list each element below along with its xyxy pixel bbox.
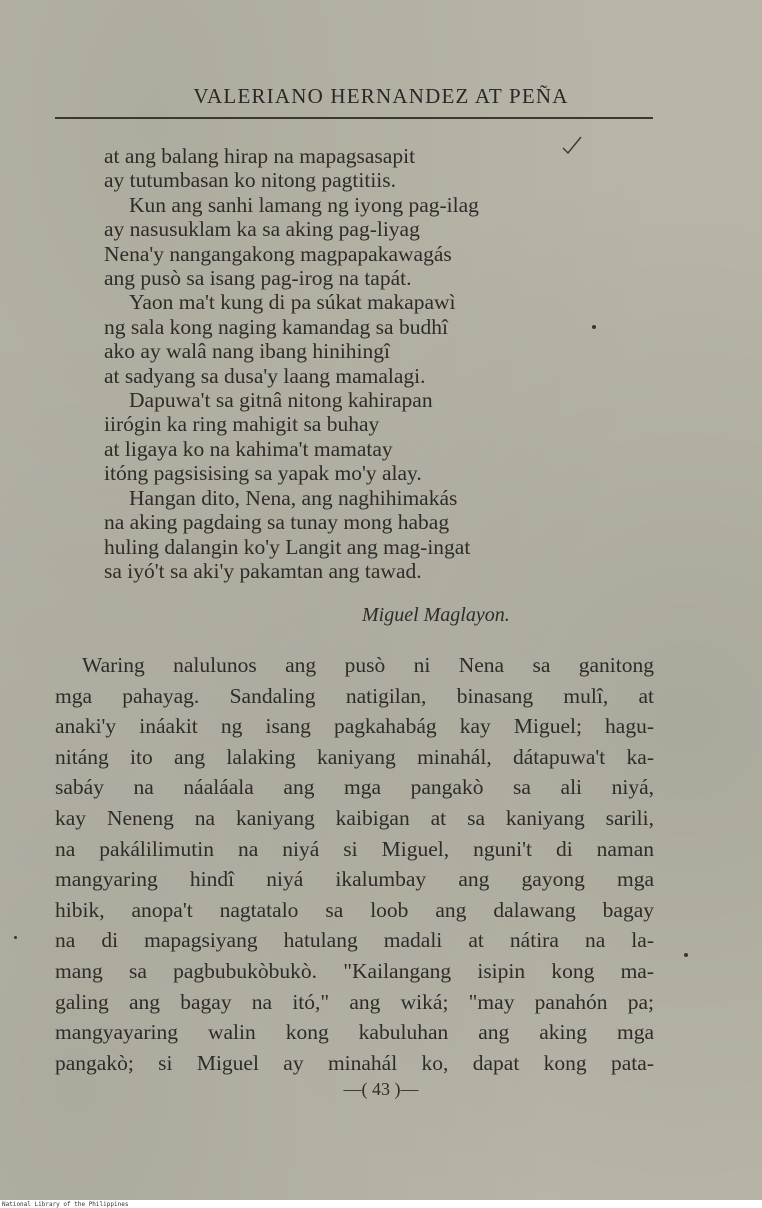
poem-line: sa iyó't sa aki'y pakamtan ang tawad. bbox=[104, 558, 422, 583]
poem-signature: Miguel Maglayon. bbox=[362, 604, 510, 626]
poem-line: itóng pagsisising sa yapak mo'y alay. bbox=[104, 461, 422, 486]
poem-line: Hangan dito, Nena, ang naghihimakás bbox=[129, 485, 458, 510]
poem bbox=[104, 144, 624, 583]
poem-line: iirógin ka ring mahigit sa buhay bbox=[104, 412, 380, 437]
prose-line: mang sa pagbubukòbukò. "Kailangang isipin kong ma- bbox=[55, 958, 654, 983]
prose-line: mga pahayag. Sandaling natigilan, binasang mulî, at bbox=[55, 683, 654, 708]
prose-line: sabáy na náaláala ang mga pangakò sa ali niyá, bbox=[55, 775, 654, 800]
page-number: —( 43 )— bbox=[343, 1079, 419, 1099]
prose-line: nitáng ito ang lalaking kaniyang minahál, dátapuwa't ka- bbox=[55, 744, 654, 769]
prose-line: hibik, anopa't nagtatalo sa loob ang dalawang bagay bbox=[55, 897, 654, 922]
header-rule bbox=[55, 117, 653, 119]
prose-line: anaki'y ináakit ng isang pagkahabág kay Miguel; hagu- bbox=[55, 714, 654, 739]
poem-line: at sadyang sa dusa'y laang mamalagi. bbox=[104, 363, 426, 388]
prose-line: mangyaring hindî niyá ikalumbay ang gayong mga bbox=[55, 867, 654, 892]
prose-line: pangakò; si Miguel ay minahál ko, dapat kong pata- bbox=[55, 1050, 654, 1075]
poem-line: Yaon ma't kung di pa súkat makapawì bbox=[129, 290, 456, 315]
ink-speck bbox=[684, 953, 688, 957]
prose-line: na pakálilimutin na niyá si Miguel, nguni't di naman bbox=[55, 836, 654, 861]
poem-line: huling dalangin ko'y Langit ang mag-ingat bbox=[104, 534, 471, 559]
poem-line: at ang balang hirap na mapagsasapit bbox=[104, 144, 416, 168]
poem-line: ay nasusuklam ka sa aking pag-liyag bbox=[104, 217, 420, 242]
prose-line: kay Neneng na kaniyang kaibigan at sa kaniyang sarili, bbox=[55, 805, 654, 830]
poem-line: ang pusò sa isang pag-irog na tapát. bbox=[104, 266, 412, 291]
ink-speck bbox=[14, 936, 17, 939]
ink-speck bbox=[592, 325, 596, 329]
poem-line: na aking pagdaing sa tunay mong habag bbox=[104, 510, 450, 535]
prose-line: mangyayaring walin kong kabuluhan ang aking mga bbox=[55, 1020, 654, 1045]
running-header: VALERIANO HERNANDEZ AT PEÑA bbox=[193, 84, 569, 108]
poem-line: ako ay walâ nang ibang hinihingî bbox=[104, 339, 390, 364]
poem-line: Dapuwa't sa gitnâ nitong kahirapan bbox=[129, 388, 433, 413]
poem-line: at ligaya ko na kahima't mamatay bbox=[104, 436, 393, 461]
library-footer: National Library of the Philippines bbox=[2, 1201, 129, 1208]
poem-line: ng sala kong naging kamandag sa budhî bbox=[104, 314, 448, 339]
prose-line: Waring nalulunos ang pusò ni Nena sa ganitong bbox=[82, 653, 654, 677]
poem-line: Nena'y nangangakong magpapakawagás bbox=[104, 241, 452, 266]
prose-line: galing ang bagay na itó," ang wiká; "may panahón pa; bbox=[55, 989, 654, 1014]
poem-line: ay tutumbasan ko nitong pagtitiis. bbox=[104, 168, 397, 193]
prose-line: na di mapagsiyang hatulang madali at nátira na la- bbox=[55, 928, 654, 953]
prose-paragraph bbox=[55, 650, 654, 1078]
poem-line: Kun ang sanhi lamang ng iyong pag-ilag bbox=[129, 192, 479, 217]
